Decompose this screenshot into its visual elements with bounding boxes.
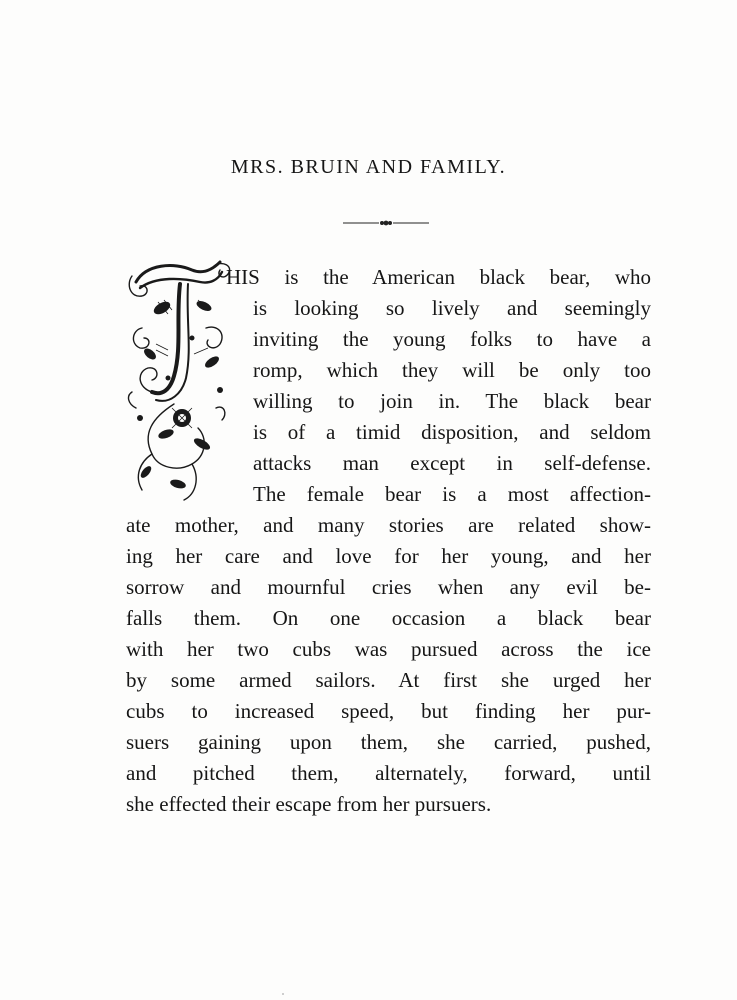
text-line: ing her care and love for her young, and her [126, 544, 651, 568]
ornamental-rule [343, 216, 429, 230]
decorated-initial-t [122, 258, 244, 504]
text-line: attacks man except in self-defense. [253, 451, 651, 475]
text-line: romp, which they will be only too [253, 358, 651, 382]
text-line: ate mother, and many stories are related show- [126, 513, 651, 537]
text-line: HIS is the American black bear, who [226, 265, 651, 289]
text-line: by some armed sailors. At first she urged her [126, 668, 651, 692]
text-line: with her two cubs was pursued across the ice [126, 637, 651, 661]
text-line: falls them. On one occasion a black bear [126, 606, 651, 630]
text-line: cubs to increased speed, but finding her pur- [126, 699, 651, 723]
paper-speck [282, 993, 284, 995]
text-line: inviting the young folks to have a [253, 327, 651, 351]
text-line: and pitched them, alternately, forward, until [126, 761, 651, 785]
text-line: The female bear is a most affection- [253, 482, 651, 506]
text-line: willing to join in. The black bear [253, 389, 651, 413]
text-line: sorrow and mournful cries when any evil be- [126, 575, 651, 599]
text-line: is looking so lively and seemingly [253, 296, 651, 320]
text-line: is of a timid disposition, and seldom [253, 420, 651, 444]
text-line: she effected their escape from her pursuers. [126, 792, 492, 816]
chapter-title: MRS. BRUIN AND FAMILY. [230, 156, 507, 178]
text-line: suers gaining upon them, she carried, pushed, [126, 730, 651, 754]
